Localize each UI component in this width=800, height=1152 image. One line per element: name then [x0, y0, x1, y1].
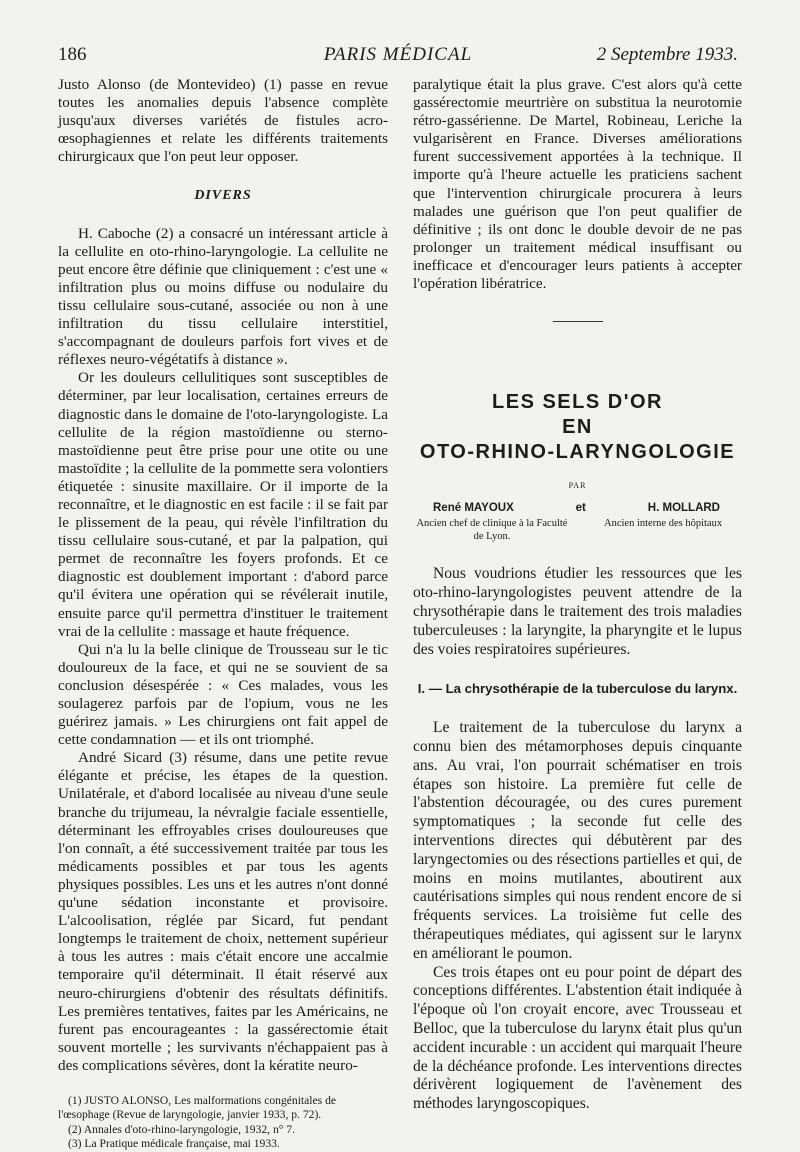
- paragraph: André Sicard (3) résume, dans une petite revue élégante et précise, les étapes de la question. Unilatérale, et d'abord localisée au niveau d'une seule branche du trijumeau, la névralgie faciale essentielle, déterminant les effroyables crises douloureuses que l'on connaît, a été successivement traitée par tous les médicaments possibles et par tous les agents physiques possibles. Les uns et les autres n'ont donné qu'une sédation inconstante et provisoire. L'alcoolisation, réglée par Sicard, fut pendant longtemps le traitement de choix, nettement supérieur à tous les autres : mais c'était encore une accalmie temporaire qu'il déterminait. Il était réservé aux neuro-chirurgiens d'obtenir des résultats définitifs. Les premières tentatives, faites par les Américains, ne furent pas encourageantes : la gassérectomie était souvent mortelle ; les survivants n'échappaient pas à des complications sévères, dont la kératite neuro-: [58, 749, 388, 1074]
- left-column: [58, 76, 388, 1152]
- by-label: PAR: [568, 481, 587, 491]
- divider: [553, 321, 603, 322]
- right-column: [413, 76, 742, 1114]
- paragraph: Justo Alonso (de Montevideo) (1) passe en revue toutes les anomalies depuis l'absence complète jusqu'aux diverses variétés de fistules acro-œsophagiennes et relate les différents traitements chirurgicaux que l'on peut leur opposer.: [58, 76, 388, 166]
- paragraph: Le traitement de la tuberculose du larynx a connu bien des métamorphoses depuis cinquante ans. Au vrai, l'on pourrait schématiser en trois étapes son histoire. La première fut celle de l'abstention découragée, ou des cures purement symptomatiques ; la seconde fut celle des interventions directes qui débutèrent par des laryngectomies ou des résections partielles et qui, de moins en moins mutilantes, aboutirent aux cautérisations simples qui nous rendent encore de si fréquents services. La troisième fut celle des thérapeutiques médiates, qui agissent sur le larynx en améliorant le poumon.: [413, 719, 742, 962]
- paragraph: paralytique était la plus grave. C'est alors qu'à cette gassérectomie meurtrière on substitua la neurotomie rétro-gassérienne. De Martel, Robineau, Leriche la vulgarisèrent en France. Diverses améliorations furent successivement apportées à la technique. Il importe qu'à l'heure actuelle les praticiens sachent que l'intervention chirurgicale procurera à leurs malades une guérison que l'on peut qualifier de définitive ; ils ont donc le double devoir de ne pas prolonger un traitement médical insuffisant ou inefficace et d'encourager leurs patients à accepter l'opération libératrice.: [413, 76, 742, 293]
- author-line: [413, 499, 742, 517]
- title-line: LES SELS D'OR: [492, 391, 663, 414]
- footnote: (1) JUSTO ALONSO, Les malformations congénitales de l'œsophage (Revue de laryngologie, janvier 1933, p. 72).: [58, 1093, 337, 1122]
- affiliation: Ancien interne des hôpitaux: [604, 518, 723, 530]
- footnote: (2) Annales d'oto-rhino-laryngologie, 1932, n° 7.: [68, 1122, 295, 1136]
- journal-title: PARIS MÉDICAL: [323, 44, 473, 65]
- paragraph: H. Caboche (2) a consacré un intéressant article à la cellulite en oto-rhino-laryngologie. La cellulite ne peut encore être définie que cliniquement : c'est une « infiltration plus ou moins diffuse ou nodulaire du tissu cellulaire sous-cutané, associée ou non à une infiltration du tissu cellulaire interstitiel, s'accompagnant de douleurs parfois fort vives et de réflexes neuro-végétatifs à distance ».: [58, 224, 388, 369]
- running-header: [58, 44, 738, 70]
- paragraph: Ces trois étapes ont eu pour point de départ des conceptions différentes. L'abstention était indiquée à l'époque où l'on croyait encore, avec Trousseau et Belloc, que la tuberculose du larynx était plus qu'un accident incurable : un accident qui marquait l'heure de la déchéance profonde. Les interventions directes dérivèrent logiquement de l'avènement des méthodes laryngoscopiques.: [413, 963, 742, 1113]
- section-heading: DIVERS: [194, 188, 252, 204]
- author-name: H. MOLLARD: [647, 502, 720, 515]
- paragraph: Or les douleurs cellulitiques sont susceptibles de déterminer, par leur localisation, certaines erreurs de diagnostic dans le domaine de l'oto-laryngologiste. La cellulite de la région mastoïdienne ou sterno-mastoïdienne peut être prise pour une otite ou une mastoïdite ; la cellulite de la pommette sera volontiers étiquetée : sinusite maxillaire. Or il importe de la reconnaître, et le diagnostic en est facile : il se fait par le plissement de la peau, qui révèle l'infiltration du tissu cellulaire sous-cutané, et par la palpation, qui permet de reconnaître les foyers profonds. Et ce diagnostic est doublement important : d'abord parce qu'il évitera une opération qui se révélerait inutile, ensuite parce qu'il permettra d'instituer le traitement vrai de la cellulite : massage et haute fréquence.: [58, 369, 388, 640]
- affiliations: [413, 517, 742, 543]
- author-conjunction: et: [575, 502, 586, 515]
- footnote: (3) La Pratique médicale française, mai 1933.: [68, 1137, 280, 1151]
- affiliation: Ancien chef de clinique à la Faculté de Lyon.: [416, 518, 568, 543]
- intro-paragraph: Nous voudrions étudier les ressources que les oto-rhino-laryngologistes peuvent attendre de la chrysothérapie dans le traitement des trois maladies tuberculeuses : la laryngite, la pharyngite et le lupus des voies respiratoires supérieures.: [413, 565, 742, 658]
- title-line: OTO-RHINO-LARYNGOLOGIE: [419, 441, 736, 464]
- footnotes: [58, 1094, 388, 1152]
- issue-date: 2 Septembre 1933.: [596, 44, 738, 65]
- paragraph: Qui n'a lu la belle clinique de Trousseau sur le tic douloureux de la face, et qui ne se souvient de sa conclusion désespérée : « Ces malades, vous les soulagerez parfois par de l'opium, vous ne les guérirez jamais. » Les chirurgiens ont fait appel de cette condamnation — et ils ont triomphé.: [58, 640, 388, 749]
- author-name: René MAYOUX: [433, 502, 514, 515]
- subsection-heading: I. — La chrysothérapie de la tuberculose du larynx.: [417, 681, 738, 697]
- article-title: [413, 390, 742, 465]
- title-line: EN: [562, 416, 593, 439]
- page-number: 186: [58, 44, 87, 65]
